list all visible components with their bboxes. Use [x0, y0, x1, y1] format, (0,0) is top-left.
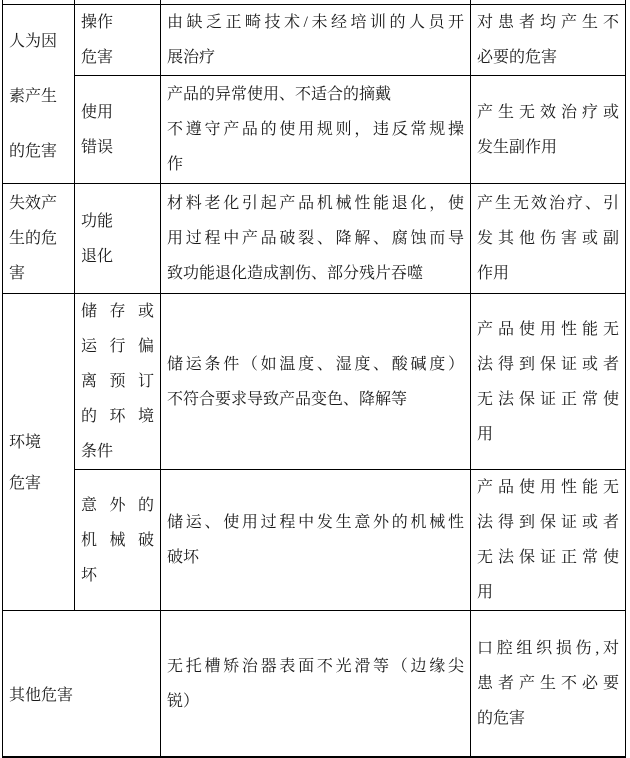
cell-text-line: 退化: [81, 247, 114, 265]
cell-text-line: 发其他伤害或副: [477, 230, 619, 247]
cell-text-line: 法得到保证或者: [477, 355, 619, 373]
cell-text-line: 法得到保证或者: [477, 514, 619, 531]
cell-text-line: 条件: [81, 443, 114, 460]
cell-text-line: 必要的危害: [477, 49, 558, 66]
cell-text-line: 错误: [81, 138, 114, 156]
cell-text-line: 产品使用性能无: [477, 320, 619, 338]
cell-hazard-use-error: [75, 76, 161, 184]
cell-text-line: 机械破: [81, 531, 154, 549]
cell-category-failure: [3, 184, 75, 294]
cell-hazard-operation: [75, 5, 161, 76]
cell-text-line: 致功能退化造成割伤、部分残片吞噬: [167, 265, 424, 282]
cell-cause-mechanical-damage: [161, 470, 471, 611]
table-row-other-hazard: [3, 611, 626, 758]
hazard-analysis-table: [2, 0, 626, 758]
table-row-operation-hazard: [3, 5, 626, 76]
cell-text-line: 破坏: [167, 549, 200, 566]
cell-category-other: [3, 611, 161, 758]
cell-text-line: 环境: [9, 434, 42, 451]
cell-text-line: 作: [167, 156, 184, 173]
cell-text-line: 素产生: [9, 88, 58, 105]
cell-text-line: 使用: [81, 103, 114, 121]
cell-text-line: 用: [477, 584, 494, 601]
cell-effect-other: [471, 611, 626, 758]
cell-text-line: 储运、使用过程中发生意外的机械性: [167, 514, 464, 531]
cell-text-line: 锐）: [167, 692, 200, 710]
cell-text-line: 无托槽矫治器表面不光滑等（边缘尖: [167, 657, 464, 675]
cell-text-line: 的危害: [477, 710, 526, 727]
cell-text-line: 不遵守产品的使用规则，违反常规操: [167, 121, 464, 138]
cell-text-line: 发生副作用: [477, 138, 558, 156]
cell-category-human-factors: [3, 5, 75, 184]
cell-text-line: 作用: [477, 265, 510, 282]
cell-effect-use-error: [471, 76, 626, 184]
cell-cause-storage-deviation: [161, 294, 471, 470]
cell-text-line: 患者产生不必要: [477, 675, 619, 692]
cell-effect-mechanical-damage: [471, 470, 626, 611]
cell-text-line: 离预订: [81, 373, 154, 390]
cell-text-line: 害: [9, 265, 26, 282]
cell-cause-use-error: [161, 76, 471, 184]
cell-effect-function-degradation: [471, 184, 626, 294]
cell-text-line: 的环境: [81, 408, 154, 425]
cell-hazard-function-degradation: [75, 184, 161, 294]
cell-hazard-mechanical-damage: [75, 470, 161, 611]
cell-text-line: 失效产: [9, 195, 58, 212]
cell-text-line: 材料老化引起产品机械性能退化，使: [167, 195, 464, 212]
cell-cause-function-degradation: [161, 184, 471, 294]
cell-text-line: 的危害: [9, 143, 58, 160]
table-row-storage-conditions: [3, 294, 626, 470]
cell-hazard-storage-deviation: [75, 294, 161, 470]
cell-text-line: 用过程中产品破裂、降解、腐蚀而导: [167, 230, 464, 247]
cell-text-line: 储运条件（如温度、湿度、酸碱度）: [167, 355, 464, 373]
cell-text-line: 不符合要求导致产品变色、降解等: [167, 390, 408, 408]
cell-text-line: 产品的异常使用、不适合的摘戴: [167, 86, 392, 103]
cell-text-line: 危害: [81, 49, 114, 66]
cell-text-line: 坏: [81, 566, 98, 584]
table-row-use-error: [3, 76, 626, 184]
cell-text-line: 由缺乏正畸技术/未经培训的人员开: [167, 14, 464, 31]
cell-text-line: 产生无效治疗或: [477, 103, 619, 121]
cell-text-line: 产品使用性能无: [477, 479, 619, 496]
cell-text-line: 展治疗: [167, 49, 216, 66]
cell-text-line: 无法保证正常使: [477, 549, 619, 566]
cell-text-line: 口腔组织损伤,对: [477, 640, 619, 657]
table-row-mechanical-damage: [3, 470, 626, 611]
cell-text-line: 用: [477, 425, 494, 443]
cell-text-line: 危害: [9, 475, 42, 492]
cell-text-line: 产生无效治疗、引: [477, 195, 619, 212]
cell-text-line: 意外的: [81, 496, 154, 514]
cell-category-environment: [3, 294, 75, 611]
cell-text-line: 运行偏: [81, 338, 154, 355]
cell-text-line: 储存或: [81, 303, 154, 320]
cell-cause-operation: [161, 5, 471, 76]
table-row-function-degradation: [3, 184, 626, 294]
cell-text-line: 生的危: [9, 230, 58, 247]
cell-cause-other: [161, 611, 471, 758]
cell-effect-operation: [471, 5, 626, 76]
cell-text-line: 人为因: [9, 33, 58, 50]
cell-text-line: 对患者均产生不: [477, 14, 619, 31]
cell-text-line: 功能: [81, 212, 114, 230]
cell-text-line: 无法保证正常使: [477, 390, 619, 408]
cell-text-line: 操作: [81, 14, 114, 31]
cell-effect-storage-deviation: [471, 294, 626, 470]
cell-text-line: 其他危害: [9, 686, 74, 704]
